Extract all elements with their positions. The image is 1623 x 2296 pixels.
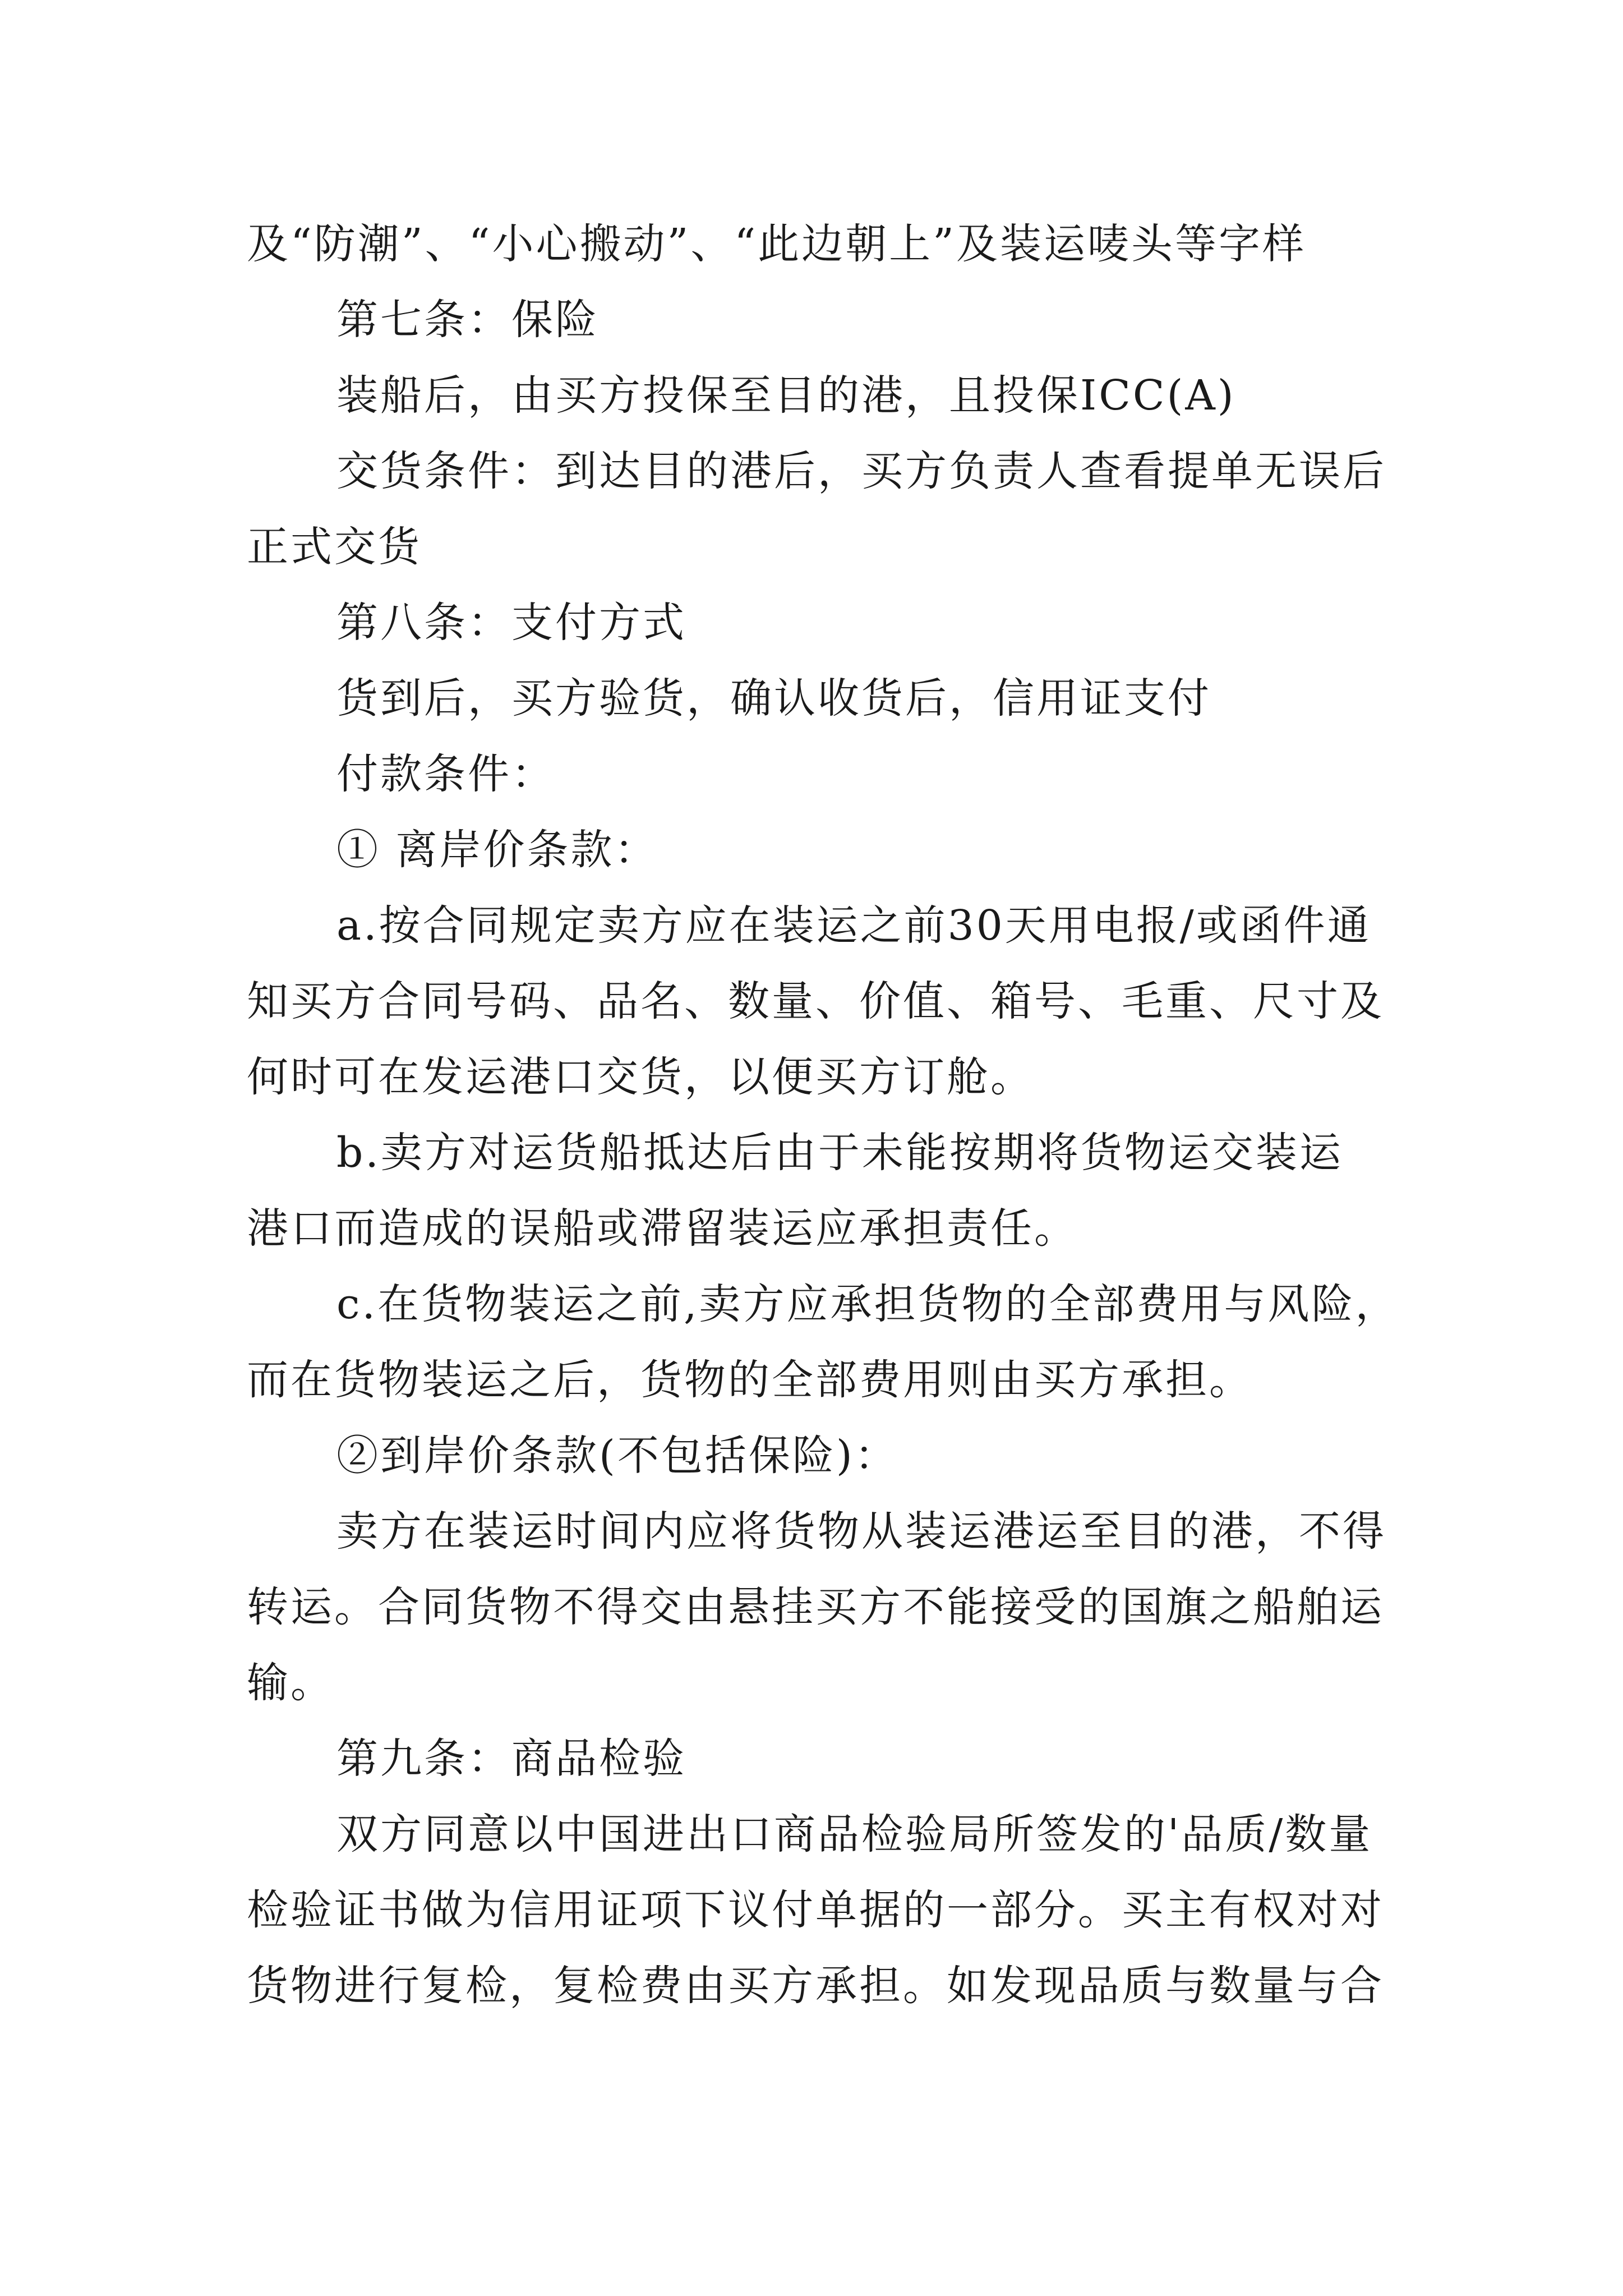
text-line-20: 输。 [247, 1659, 334, 1707]
subheading-cif-terms: ②到岸价条款(不包括保险)： [336, 1432, 898, 1480]
text-line-12: 何时可在发运港口交货，以便买方订舱。 [247, 1053, 1034, 1101]
section-heading-payment: 第八条：支付方式 [336, 599, 686, 647]
text-line-19: 转运。合同货物不得交由悬挂买方不能接受的国旗之船舶运 [247, 1583, 1384, 1631]
text-line-24: 货物进行复检，复检费由买方承担。如发现品质与数量与合 [247, 1962, 1384, 2010]
text-line-23: 检验证书做为信用证项下议付单据的一部分。买主有权对对 [247, 1886, 1384, 1934]
text-line-10: a.按合同规定卖方应在装运之前30天用电报/或函件通 [336, 901, 1371, 950]
text-line-15: c.在货物装运之前,卖方应承担货物的全部费用与风险， [336, 1280, 1399, 1328]
text-line-16: 而在货物装运之后，货物的全部费用则由买方承担。 [247, 1356, 1253, 1404]
text-line-14: 港口而造成的误船或滞留装运应承担责任。 [247, 1204, 1078, 1253]
text-line-8: 付款条件： [336, 750, 555, 798]
text-line-18: 卖方在装运时间内应将货物从装运港运至目的港，不得 [336, 1507, 1386, 1556]
subheading-fob-terms: ① 离岸价条款： [336, 826, 658, 874]
section-heading-insurance: 第七条：保险 [336, 296, 599, 344]
text-line-1: 及“防潮”、“小心搬动”、“此边朝上”及装运唛头等字样 [247, 220, 1306, 268]
text-line-3: 装船后，由买方投保至目的港，且投保ICC(A) [336, 371, 1236, 420]
text-line-7: 货到后，买方验货，确认收货后，信用证支付 [336, 674, 1211, 723]
text-line-13: b.卖方对运货船抵达后由于未能按期将货物运交装运 [336, 1129, 1343, 1177]
text-line-22: 双方同意以中国进出口商品检验局所签发的'品质/数量 [336, 1810, 1373, 1858]
text-line-5: 正式交货 [247, 523, 422, 571]
text-line-11: 知买方合同号码、品名、数量、价值、箱号、毛重、尺寸及 [247, 977, 1384, 1025]
section-heading-inspection: 第九条：商品检验 [336, 1734, 686, 1783]
text-line-4: 交货条件：到达目的港后，买方负责人查看提单无误后 [336, 447, 1386, 495]
